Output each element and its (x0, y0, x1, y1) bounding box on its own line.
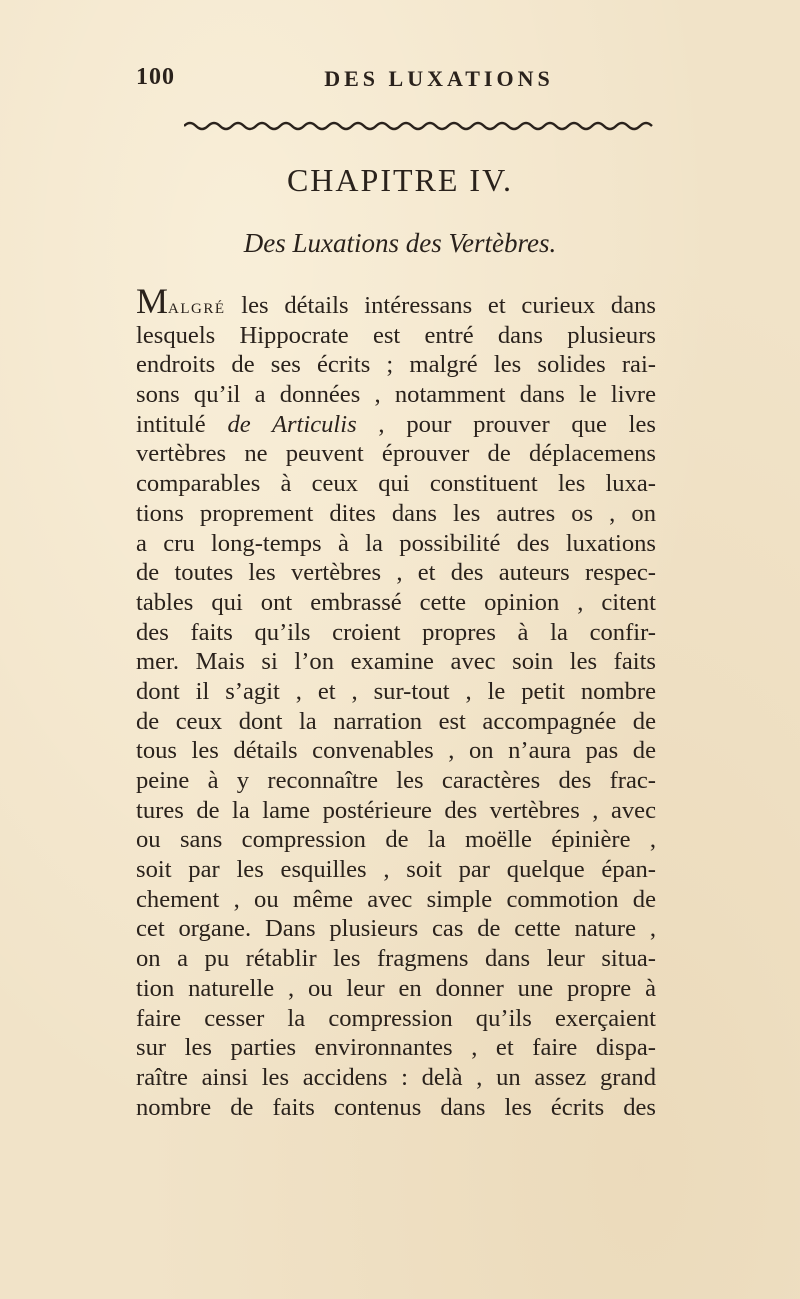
text-line: tables qui ont embrassé cette opinion , citent (136, 588, 656, 616)
text-line: tures de la lame postérieure des vertèbres , avec (136, 796, 656, 824)
text-line: ou sans compression de la moëlle épinière , (136, 826, 656, 854)
italic-title: de Articulis (227, 410, 357, 438)
small-caps-word: ALGRÉ (168, 301, 226, 317)
text-line: a cru long-temps à la possibilité des luxations (136, 529, 656, 557)
text-line: intitulé de Articulis , pour prouver que les (136, 410, 656, 438)
text-line: peine à y reconnaître les caractères des frac- (136, 767, 656, 794)
body-text (136, 281, 656, 1122)
text-line: tions proprement dites dans les autres os , on (136, 499, 656, 527)
text-line: nombre de faits contenus dans les écrits des (136, 1093, 656, 1121)
text-line: mer. Mais si l’on examine avec soin les faits (136, 648, 656, 676)
running-title: DES LUXATIONS (324, 66, 554, 91)
text-line: comparables à ceux qui constituent les luxa- (136, 470, 656, 498)
text-line: sons qu’il a données , notamment dans le livre (136, 381, 656, 409)
text-line: cet organe. Dans plusieurs cas de cette nature , (136, 915, 656, 943)
text-line: dont il s’agit , et , sur-tout , le petit nombre (136, 677, 656, 705)
section-title: Des Luxations des Vertèbres. (243, 228, 557, 258)
text-line: on a pu rétablir les fragmens dans leur situa- (136, 945, 656, 973)
text-line: soit par les esquilles , soit par quelque épan- (136, 856, 656, 884)
ornamental-rule (184, 120, 654, 132)
text-line: sur les parties environnantes , et faire dispa- (136, 1034, 656, 1062)
text-line: MALGRÉ les détails intéressans et curieux dans (136, 281, 656, 321)
text-line: raître ainsi les accidens : delà , un assez grand (136, 1063, 656, 1091)
text-line: chement , ou même avec simple commotion de (136, 885, 656, 913)
drop-capital: M (136, 281, 169, 321)
text-line: de ceux dont la narration est accompagnée de (136, 707, 656, 735)
chapter-title: CHAPITRE IV. (286, 162, 514, 198)
text-line: de toutes les vertèbres , et des auteurs respec- (136, 559, 656, 587)
text-line: tous les détails convenables , on n’aura pas de (136, 737, 656, 765)
text-line: lesquels Hippocrate est entré dans plusieurs (136, 321, 656, 349)
text-line: vertèbres ne peuvent éprouver de déplacemens (136, 440, 656, 468)
text-line: faire cesser la compression qu’ils exerçaient (136, 1004, 656, 1032)
running-head (136, 64, 656, 94)
text-line: endroits de ses écrits ; malgré les solides rai- (136, 351, 656, 379)
text-line: tion naturelle , ou leur en donner une propre à (136, 974, 656, 1002)
text-line: des faits qu’ils croient propres à la confir- (136, 618, 656, 646)
page-number: 100 (136, 64, 175, 90)
